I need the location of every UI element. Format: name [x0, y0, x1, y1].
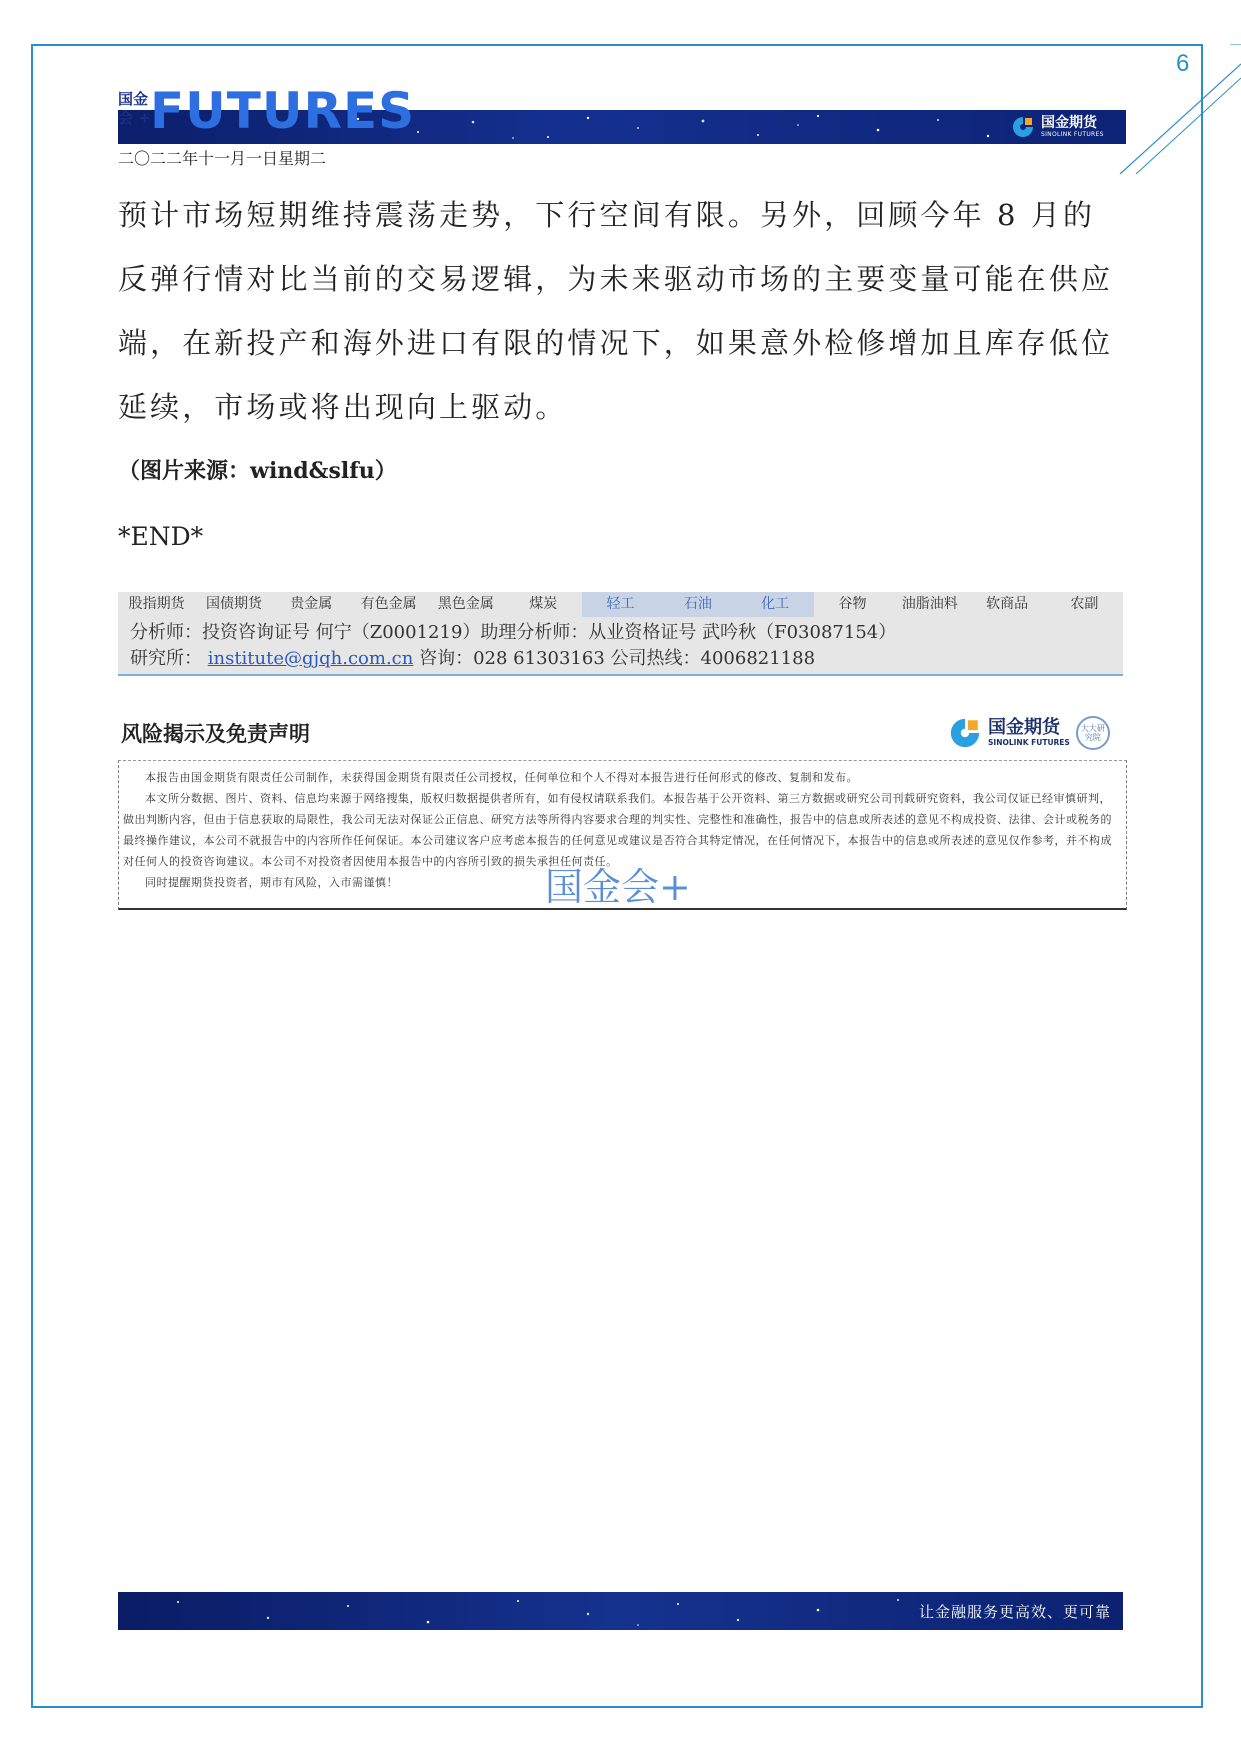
header-logo — [1011, 112, 1104, 142]
body-paragraph — [118, 183, 1123, 439]
brand-cn: 国金会 + — [118, 90, 151, 127]
contact-line: 咨询：028 61303163 公司热线：4006821188 — [419, 648, 816, 669]
report-date: 二〇二二年十一月一日星期二 — [118, 149, 327, 168]
end-mark: *END* — [118, 522, 204, 551]
category-nav-item[interactable]: 黑色金属 — [437, 596, 494, 612]
category-nav-item[interactable]: 贵金属 — [290, 596, 333, 612]
corner-decoration — [1110, 44, 1241, 174]
category-nav — [118, 592, 1123, 617]
analyst-info-box — [118, 592, 1123, 676]
header-logo-en: SINOLINK FUTURES — [1041, 131, 1104, 138]
disclaimer-logo — [948, 716, 1110, 750]
research-line — [130, 646, 815, 672]
analyst-line: 分析师：投资咨询证号 何宁（Z0001219）助理分析师：从业资格证号 武吟秋（F03087154） — [130, 622, 897, 643]
disclaimer-logo-cn: 国金期货 — [988, 717, 1060, 738]
disclaimer-paragraph: 同时提醒期货投资者，期市有风险，入市需谨慎！ — [145, 876, 398, 889]
category-nav-item[interactable]: 谷物 — [838, 596, 867, 612]
watermark: 国金会+ — [545, 865, 691, 909]
category-nav-item[interactable]: 煤炭 — [529, 596, 558, 612]
research-label: 研究所： — [130, 648, 202, 669]
category-nav-item[interactable]: 有色金属 — [360, 596, 417, 612]
research-institute-seal-icon: 大大研究院 — [1076, 716, 1110, 750]
footer-slogan: 让金融服务更高效、更可靠 — [918, 1603, 1111, 1621]
category-nav-item[interactable]: 软商品 — [986, 596, 1029, 612]
category-nav-item[interactable]: 农副 — [1070, 596, 1099, 612]
disclaimer-paragraph: 本文所分数据、图片、资料、信息均来源于网络搜集，版权归数据提供者所有，如有侵权请联系我们。本报告基于公开资料、第三方数据或研究公司刊载研究资料，我公司仅证已经审慎研判，做出判断内容，但由于信息获取的局限性，我公司无法对保证公正信息、研究方法等所得内容要求合理的判实性、完整性和准确性，报告中的信息或所表述的意见不构成投资、法律、会计或税务的最终操作建议，本公司不就报告中的内容所作任何保证。本公司建议客户应考虑本报告的任何意见或建议是否符合其特定情况，在任何情况下，本报告中的信息或所表述的意见仅作参考，并不构成对任何人的投资咨询建议。本公司不对投资者因使用本报告中的内容所引致的损失承担任何责任。 — [123, 792, 1112, 868]
page-number: 6 — [1176, 50, 1190, 77]
disclaimer-paragraph: 本报告由国金期货有限责任公司制作，未获得国金期货有限责任公司授权，任何单位和个人不得对本报告进行任何形式的修改、复制和发布。 — [145, 771, 858, 784]
disclaimer-logo-en: SINOLINK FUTURES — [988, 738, 1070, 747]
research-email-link[interactable]: institute@gjqh.com.cn — [207, 648, 414, 669]
category-nav-item[interactable]: 化工 — [737, 592, 814, 617]
sinolink-logo-icon — [1011, 115, 1035, 139]
disclaimer-title: 风险揭示及免责声明 — [121, 722, 310, 746]
brand-en: FUTURES — [150, 82, 416, 140]
footer-banner — [118, 1592, 1123, 1630]
body-text: 预计市场短期维持震荡走势，下行空间有限。另外，回顾今年 8 月的反弹行情对比当前的交易逻辑，为未来驱动市场的主要变量可能在供应端，在新投产和海外进口有限的情况下，如果意外检修增加且库存低位延续，市场或将出现向上驱动。 — [118, 198, 1114, 424]
image-source-note: （图片来源：wind&slfu） — [118, 458, 397, 484]
header-logo-cn: 国金期货 — [1041, 115, 1097, 131]
category-nav-item[interactable]: 股指期货 — [128, 596, 185, 612]
sinolink-logo-icon — [948, 716, 982, 750]
category-nav-item[interactable]: 油脂油料 — [901, 596, 958, 612]
category-nav-item[interactable]: 石油 — [659, 592, 736, 617]
category-nav-item[interactable]: 国债期货 — [205, 596, 262, 612]
category-nav-item[interactable]: 轻工 — [582, 592, 659, 617]
